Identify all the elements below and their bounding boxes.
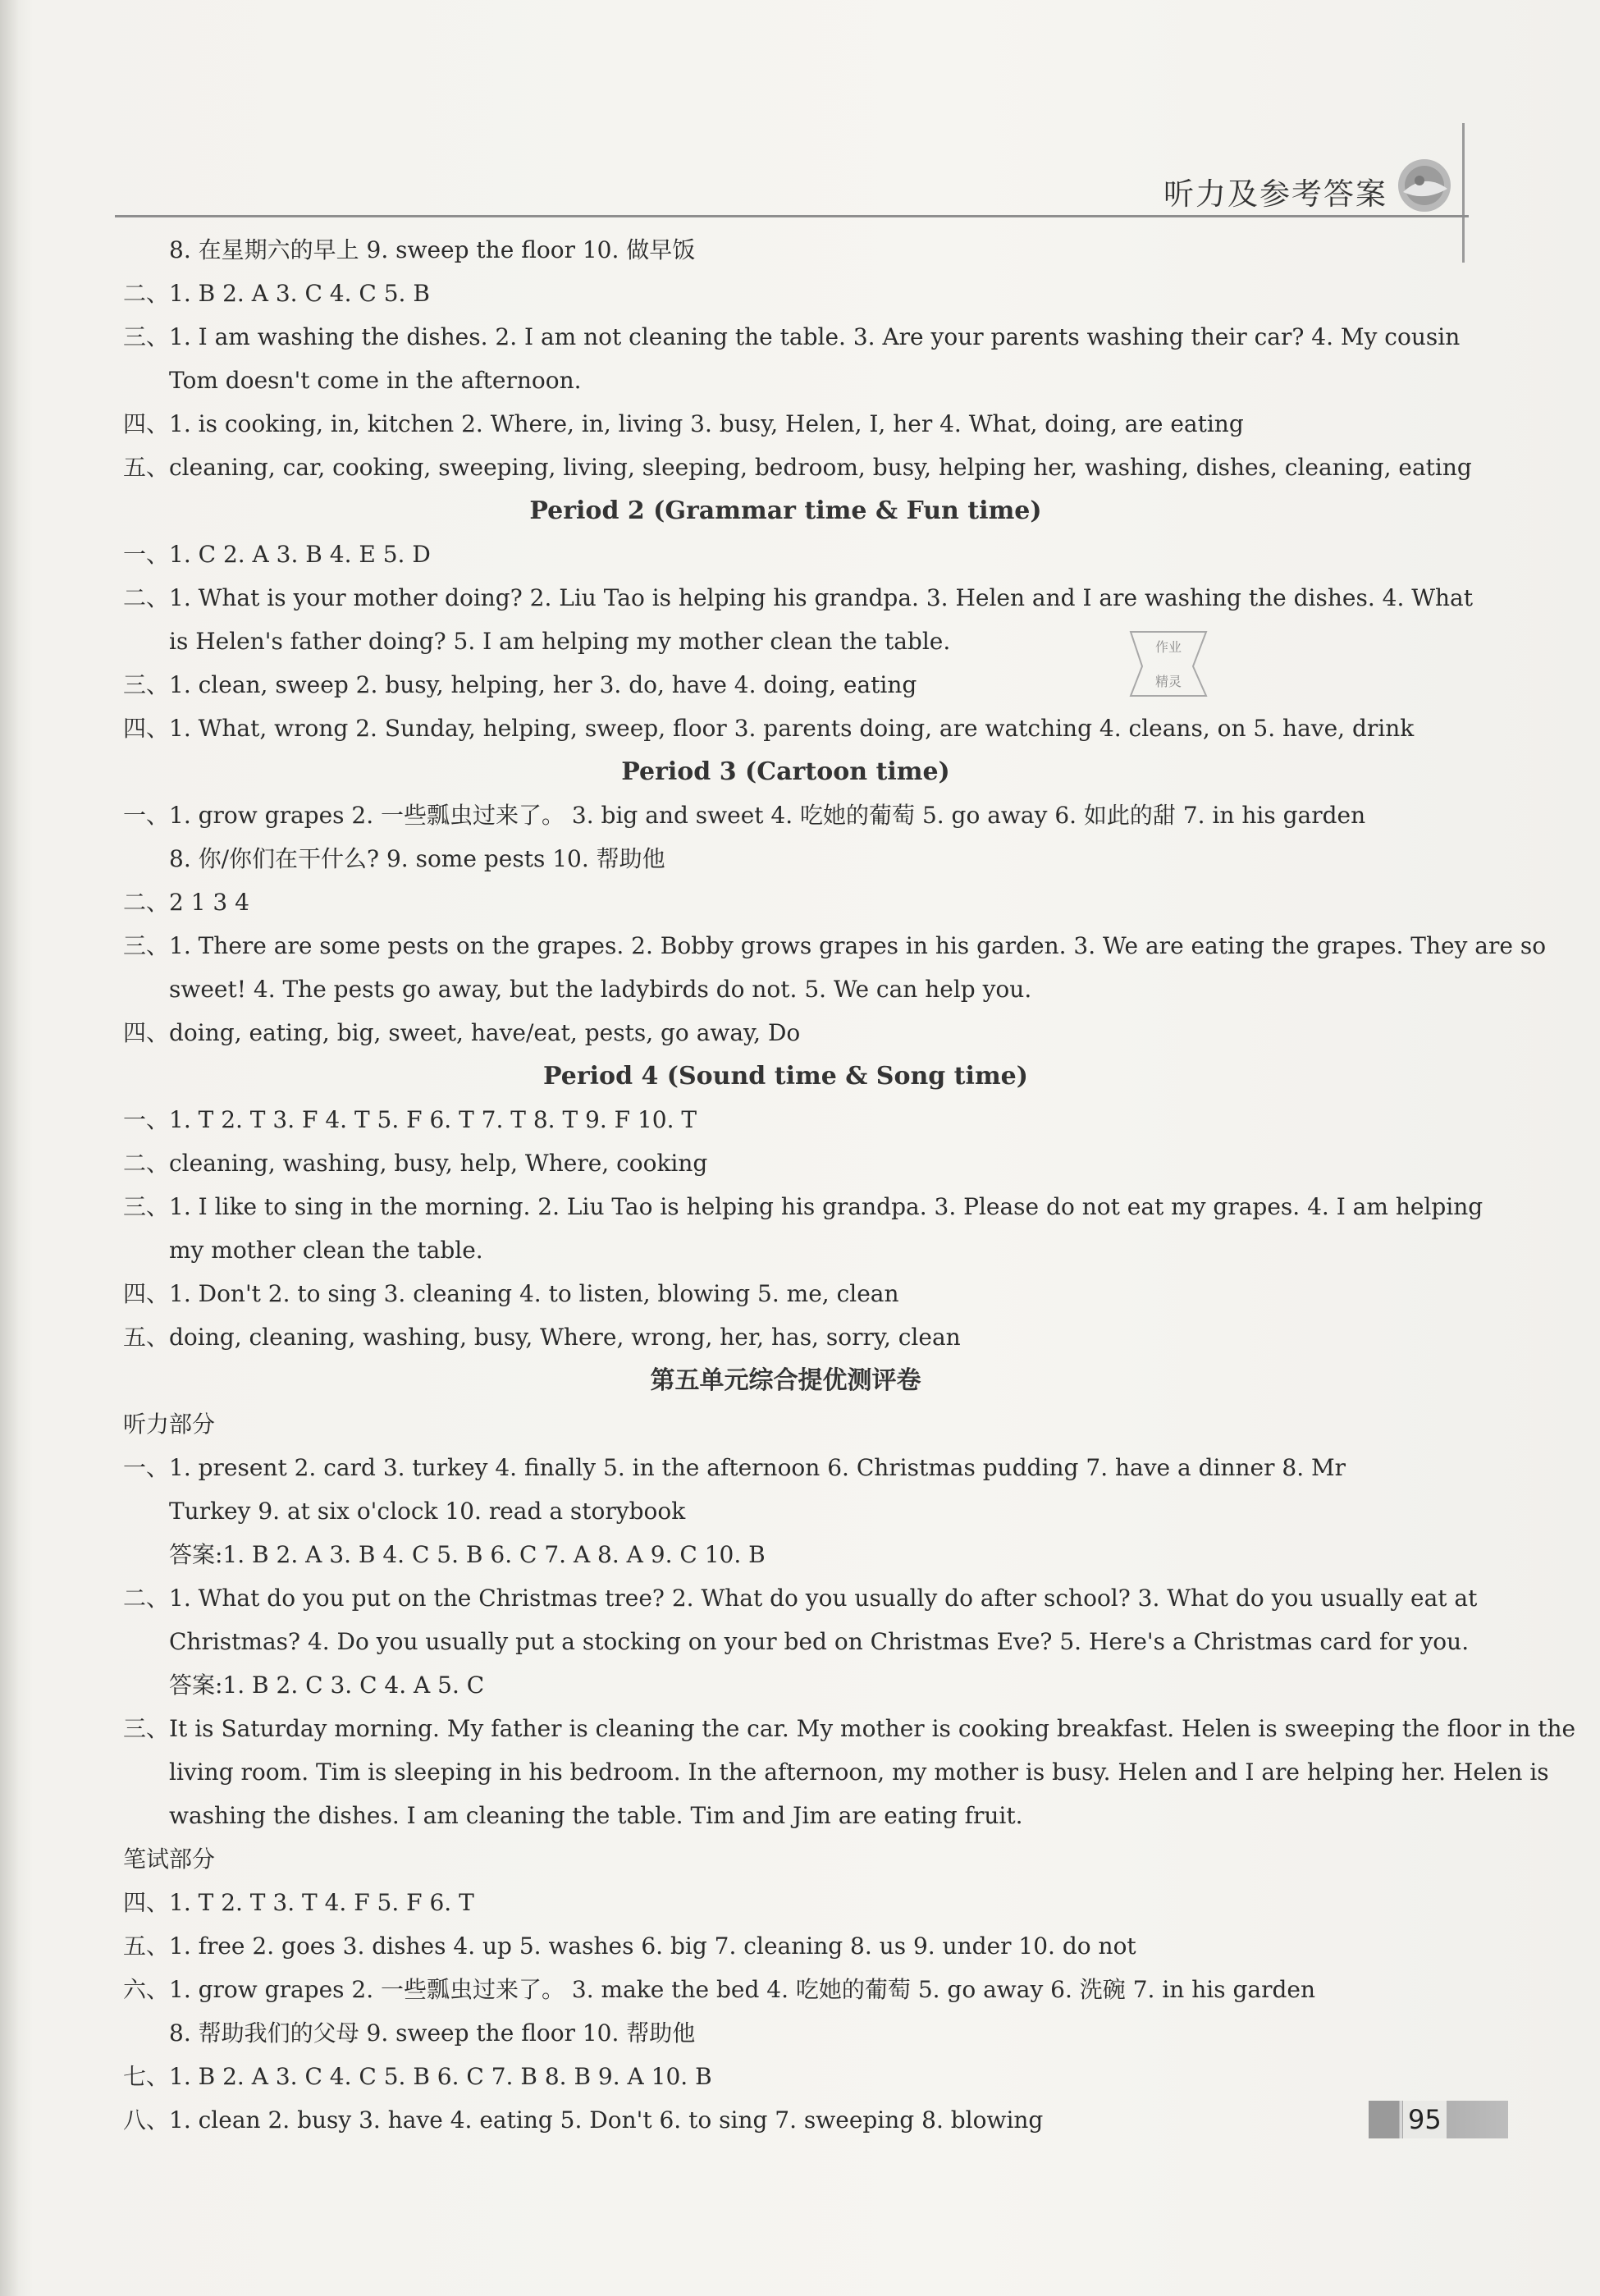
answer-line: washing the dishes. I am cleaning the table. Tim and Jim are eating fruit.	[169, 1802, 1023, 1829]
answer-line: Christmas? 4. Do you usually put a stocking on your bed on Christmas Eve? 5. Here's a Christmas card for you.	[169, 1628, 1470, 1655]
answer-line: 一、1. grow grapes 2. 一些瓢虫过来了。 3. big and sweet 4. 吃她的葡萄 5. go away 6. 如此的甜 7. in his garden	[123, 802, 1366, 829]
answer-line: 三、1. There are some pests on the grapes. 2. Bobby grows grapes in his garden. 3. We are eating the grapes. They are so	[123, 932, 1547, 959]
answer-line: sweet! 4. The pests go away, but the ladybirds do not. 5. We can help you.	[169, 976, 1032, 1003]
answer-line: 五、doing, cleaning, washing, busy, Where, wrong, her, has, sorry, clean	[123, 1324, 961, 1351]
header-rule	[115, 215, 1469, 217]
answer-line: 四、1. is cooking, in, kitchen 2. Where, in, living 3. busy, Helen, I, her 4. What, doing, are eating	[123, 410, 1244, 437]
answer-line: 8. 在星期六的早上 9. sweep the floor 10. 做早饭	[169, 236, 696, 263]
answer-line: living room. Tim is sleeping in his bedroom. In the afternoon, my mother is busy. Helen and I are helping her. Helen is	[169, 1759, 1549, 1786]
answer-line: 答案:1. B 2. A 3. B 4. C 5. B 6. C 7. A 8. A 9. C 10. B	[169, 1541, 766, 1568]
answer-line: 答案:1. B 2. C 3. C 4. A 5. C	[169, 1672, 485, 1699]
answer-line: 四、1. Don't 2. to sing 3. cleaning 4. to listen, blowing 5. me, clean	[123, 1280, 899, 1307]
answer-line: is Helen's father doing? 5. I am helping my mother clean the table.	[169, 628, 951, 655]
answer-line: 四、doing, eating, big, sweet, have/eat, pests, go away, Do	[123, 1019, 801, 1046]
answer-line: 一、1. C 2. A 3. B 4. E 5. D	[123, 541, 431, 568]
header-logo-icon	[1395, 156, 1454, 215]
answer-content	[123, 228, 1576, 2142]
answer-line: 五、cleaning, car, cooking, sweeping, living, sleeping, bedroom, busy, helping her, washing, dishes, cleaning, eating	[123, 454, 1472, 481]
answer-line: 三、1. I like to sing in the morning. 2. Liu Tao is helping his grandpa. 3. Please do not eat my grapes. 4. I am helping	[123, 1193, 1483, 1220]
answer-line: 8. 你/你们在干什么? 9. some pests 10. 帮助他	[169, 845, 665, 872]
header-title: 听力及参考答案	[1163, 176, 1387, 212]
page-number: 95	[1403, 2101, 1447, 2138]
stamp-line1: 作业	[1154, 639, 1182, 655]
answer-line: 七、1. B 2. A 3. C 4. C 5. B 6. C 7. B 8. B 9. A 10. B	[123, 2063, 712, 2090]
answer-line: 一、1. present 2. card 3. turkey 4. finally 5. in the afternoon 6. Christmas pudding 7. have a dinner 8. Mr	[123, 1454, 1346, 1481]
section-heading: Period 3 (Cartoon time)	[621, 757, 950, 786]
answer-line: 二、2 1 3 4	[123, 889, 249, 916]
answer-line: 二、1. What is your mother doing? 2. Liu Tao is helping his grandpa. 3. Helen and I are washing the dishes. 4. What	[123, 584, 1474, 611]
subsection-label: 听力部分	[123, 1411, 216, 1438]
answer-line: 四、1. T 2. T 3. T 4. F 5. F 6. T	[123, 1889, 474, 1916]
answer-line: 三、It is Saturday morning. My father is cleaning the car. My mother is cooking breakfast. Helen is sweeping the floor in the	[123, 1715, 1576, 1742]
stamp-line2: 精灵	[1154, 674, 1182, 689]
book-spine-shadow	[0, 0, 18, 2296]
answer-line: 八、1. clean 2. busy 3. have 4. eating 5. Don't 6. to sing 7. sweeping 8. blowing	[123, 2106, 1044, 2134]
answer-line: 四、1. What, wrong 2. Sunday, helping, sweep, floor 3. parents doing, are watching 4. cleans, on 5. have, drink	[123, 715, 1415, 742]
section-heading: Period 4 (Sound time & Song time)	[543, 1062, 1028, 1091]
answer-line: 二、cleaning, washing, busy, help, Where, cooking	[123, 1150, 708, 1177]
answer-line: 六、1. grow grapes 2. 一些瓢虫过来了。 3. make the bed 4. 吃她的葡萄 5. go away 6. 洗碗 7. in his garden	[123, 1976, 1315, 2003]
answer-line: 三、1. clean, sweep 2. busy, helping, her 3. do, have 4. doing, eating	[123, 671, 917, 698]
answer-line: Turkey 9. at six o'clock 10. read a storybook	[169, 1498, 686, 1525]
homework-stamp-icon	[1114, 625, 1221, 702]
answer-line: my mother clean the table.	[169, 1237, 483, 1264]
answer-line: 五、1. free 2. goes 3. dishes 4. up 5. washes 6. big 7. cleaning 8. us 9. under 10. do not	[123, 1932, 1136, 1960]
answer-line: 一、1. T 2. T 3. F 4. T 5. F 6. T 7. T 8. T 9. F 10. T	[123, 1106, 697, 1133]
section-heading: Period 2 (Grammar time & Fun time)	[529, 496, 1042, 525]
answer-line: 三、1. I am washing the dishes. 2. I am not cleaning the table. 3. Are your parents washing their car? 4. My cousin	[123, 323, 1461, 350]
header-vertical-rule	[1462, 123, 1465, 263]
section-heading: 第五单元综合提优测评卷	[650, 1366, 921, 1395]
answer-line: Tom doesn't come in the afternoon.	[169, 367, 582, 394]
answer-line: 8. 帮助我们的父母 9. sweep the floor 10. 帮助他	[169, 2019, 696, 2047]
answer-line: 二、1. B 2. A 3. C 4. C 5. B	[123, 280, 430, 307]
answer-line: 二、1. What do you put on the Christmas tree? 2. What do you usually do after school? 3. What do you usually eat at	[123, 1585, 1478, 1612]
subsection-label: 笔试部分	[123, 1845, 216, 1873]
